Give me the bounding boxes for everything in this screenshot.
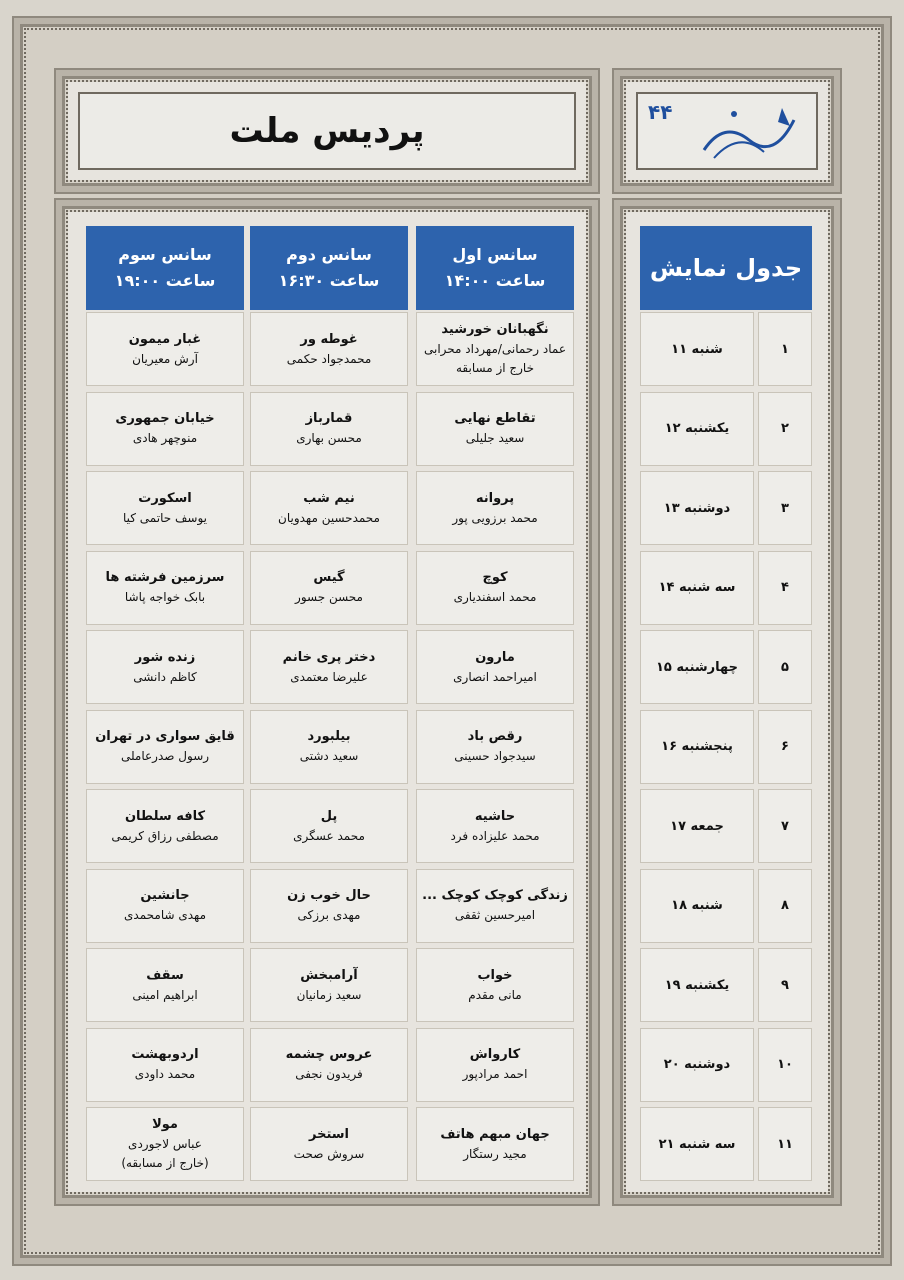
film-title: قایق سواری در تهران: [95, 729, 235, 744]
film-cell: [416, 710, 574, 784]
film-director: محمدحسین مهدویان: [278, 510, 380, 525]
film-cell: [416, 789, 574, 863]
row-number-cell: [758, 1028, 812, 1102]
film-director: امیراحمد انصاری: [453, 669, 537, 684]
row-number: ۸: [781, 898, 789, 913]
film-title: جانشین: [140, 888, 190, 903]
film-title: زندگی کوچک کوچک ...: [422, 888, 568, 903]
film-cell: [416, 312, 574, 386]
film-director: امیرحسین ثقفی: [454, 908, 536, 922]
day-label: سه شنبه ۲۱: [658, 1136, 736, 1152]
film-director: محسن بهاری: [296, 431, 362, 445]
film-cell: [86, 710, 244, 784]
film-cell: [86, 789, 244, 863]
film-director: سعید زمانیان: [296, 987, 362, 1002]
film-cell: [250, 869, 408, 943]
row-number-cell: [758, 1107, 812, 1181]
session-name: سانس دوم: [286, 245, 372, 264]
film-title: مولا: [152, 1117, 178, 1132]
festival-logo-icon: [694, 100, 804, 164]
session-time: ساعت ۱۶:۳۰: [278, 271, 380, 290]
film-director: محمد داودی: [134, 1067, 196, 1081]
day-cell: [640, 312, 754, 386]
film-title: سقف: [146, 967, 184, 983]
film-cell: [86, 948, 244, 1022]
film-director: مهدی شامحمدی: [124, 908, 206, 922]
day-label: یکشنبه ۱۹: [664, 977, 730, 993]
row-number: ۱: [781, 341, 789, 357]
film-director: سیدجواد حسینی: [454, 749, 536, 763]
page-title: پردیس ملت: [78, 92, 576, 170]
festival-edition-number: ۴۴: [648, 100, 673, 124]
film-director: ابراهیم امینی: [132, 987, 198, 1002]
session-header-2: [250, 226, 408, 310]
film-title: نگهبانان خورشید: [441, 322, 549, 337]
film-cell: [250, 710, 408, 784]
session-name: سانس سوم: [118, 245, 212, 264]
day-cell: [640, 392, 754, 466]
film-cell: [250, 948, 408, 1022]
row-number: ۹: [781, 977, 789, 993]
film-cell: [250, 630, 408, 704]
day-label: سه شنبه ۱۴: [658, 580, 736, 595]
day-label: شنبه ۱۸: [671, 898, 723, 913]
film-cell: [86, 869, 244, 943]
film-title: پل: [320, 808, 338, 824]
film-title: کارواش: [469, 1047, 521, 1062]
film-cell: [416, 1107, 574, 1181]
film-cell: [86, 630, 244, 704]
film-title: کوچ: [482, 570, 508, 585]
row-number: ۳: [781, 500, 789, 516]
film-title: دختر پری خانم: [282, 649, 376, 665]
day-cell: [640, 869, 754, 943]
day-cell: [640, 948, 754, 1022]
row-number: ۱۰: [777, 1057, 793, 1072]
row-number-cell: [758, 551, 812, 625]
film-title: عروس چشمه: [285, 1047, 373, 1062]
film-cell: [250, 392, 408, 466]
film-director: آرش معیریان: [132, 351, 198, 366]
session-name: سانس اول: [452, 245, 538, 264]
film-cell: [416, 948, 574, 1022]
film-title: بیلبورد: [307, 729, 351, 744]
film-cell: [416, 392, 574, 466]
row-number-cell: [758, 471, 812, 545]
row-number: ۷: [781, 818, 789, 834]
film-title: اسکورت: [138, 490, 192, 506]
row-number: ۵: [781, 659, 789, 675]
film-title: مارون: [475, 649, 515, 665]
film-director: محمد برزویی پور: [452, 510, 538, 525]
film-director: فریدون نجفی: [295, 1067, 363, 1081]
film-title: حال خوب زن: [287, 888, 371, 903]
festival-logo: [636, 92, 818, 170]
day-cell: [640, 1028, 754, 1102]
film-title: پروانه: [475, 490, 515, 506]
row-number-cell: [758, 312, 812, 386]
film-director: بابک خواجه پاشا: [124, 590, 206, 604]
film-director: عباس لاجوردی: [128, 1137, 202, 1151]
film-title: حاشیه: [474, 808, 516, 824]
film-director: منوچهر هادی: [132, 431, 198, 445]
film-director: محمد اسفندیاری: [453, 590, 537, 604]
day-label: یکشنبه ۱۲: [664, 421, 730, 436]
film-director: مصطفی رزاق کریمی: [111, 828, 219, 843]
film-director: سعید دشتی: [299, 749, 359, 763]
film-title: جهان مبهم هاتف: [440, 1126, 550, 1142]
film-title: خواب: [477, 967, 513, 983]
day-cell: [640, 1107, 754, 1181]
film-director: محمدجواد حکمی: [286, 351, 372, 366]
day-cell: [640, 551, 754, 625]
film-title: رقص باد: [467, 729, 523, 744]
film-director: سروش صحت: [293, 1146, 365, 1161]
film-title: تقاطع نهایی: [454, 411, 536, 426]
film-title: کافه سلطان: [124, 808, 206, 824]
film-title: خیابان جمهوری: [115, 411, 215, 426]
row-number-cell: [758, 948, 812, 1022]
film-cell: [250, 789, 408, 863]
film-director: محمد عسگری: [293, 828, 365, 843]
day-label: شنبه ۱۱: [671, 341, 723, 357]
film-title: غوطه ور: [300, 331, 358, 347]
day-label: دوشنبه ۱۳: [663, 500, 731, 516]
film-cell: [416, 471, 574, 545]
day-label: دوشنبه ۲۰: [663, 1057, 731, 1072]
row-number: ۱۱: [777, 1136, 793, 1152]
film-cell: [416, 869, 574, 943]
film-director: محمد علیزاده فرد: [450, 828, 540, 843]
row-number-cell: [758, 630, 812, 704]
film-cell: [250, 1028, 408, 1102]
film-title: سرزمین فرشته ها: [105, 570, 225, 585]
film-director: مجید رستگار: [463, 1146, 527, 1161]
film-director: کاظم دانشی: [133, 669, 197, 684]
session-header-3: [86, 226, 244, 310]
film-cell: [86, 392, 244, 466]
row-number-cell: [758, 392, 812, 466]
film-cell: [416, 630, 574, 704]
film-director: علیرضا معتمدی: [290, 669, 368, 684]
row-number-cell: [758, 789, 812, 863]
film-cell: [250, 471, 408, 545]
film-director: محسن جسور: [295, 590, 363, 604]
film-cell: [250, 1107, 408, 1181]
row-number-cell: [758, 869, 812, 943]
film-title: نیم شب: [303, 490, 355, 506]
film-title: اردوبهشت: [131, 1047, 199, 1062]
row-number: ۶: [781, 739, 789, 754]
session-header-1: [416, 226, 574, 310]
day-label: پنجشنبه ۱۶: [661, 739, 733, 754]
film-cell: [86, 551, 244, 625]
day-cell: [640, 789, 754, 863]
film-title: زنده شور: [134, 649, 196, 665]
film-title: قمارباز: [305, 411, 353, 426]
film-title: غبار میمون: [128, 331, 202, 347]
film-director: خارج از مسابقه: [456, 361, 535, 375]
film-cell: [250, 312, 408, 386]
day-cell: [640, 471, 754, 545]
film-title: گیس: [313, 570, 345, 585]
film-director: مانی مقدم: [468, 987, 522, 1002]
schedule-heading: جدول نمایش: [640, 226, 812, 310]
film-cell: [86, 312, 244, 386]
row-number: ۴: [781, 580, 789, 595]
film-director: یوسف حاتمی کیا: [123, 510, 207, 525]
session-time: ساعت ۱۹:۰۰: [114, 271, 216, 290]
film-director: عماد رحمانی/مهرداد محرابی: [424, 342, 566, 356]
film-cell: [416, 551, 574, 625]
film-director: احمد مرادپور: [462, 1067, 528, 1081]
film-director: سعید جلیلی: [465, 431, 525, 445]
film-cell: [86, 1028, 244, 1102]
day-label: جمعه ۱۷: [670, 818, 724, 834]
film-director: مهدی برزکی: [297, 908, 361, 922]
film-title: استخر: [309, 1126, 350, 1142]
film-director: (خارج از مسابقه): [121, 1156, 209, 1170]
film-cell: [86, 471, 244, 545]
film-director: رسول صدرعاملی: [120, 749, 210, 763]
film-cell: [416, 1028, 574, 1102]
film-cell: [86, 1107, 244, 1181]
row-number: ۲: [781, 421, 789, 436]
day-cell: [640, 710, 754, 784]
session-time: ساعت ۱۴:۰۰: [444, 271, 546, 290]
film-cell: [250, 551, 408, 625]
day-cell: [640, 630, 754, 704]
film-title: آرامبخش: [300, 967, 358, 983]
row-number-cell: [758, 710, 812, 784]
day-label: چهارشنبه ۱۵: [656, 659, 738, 675]
